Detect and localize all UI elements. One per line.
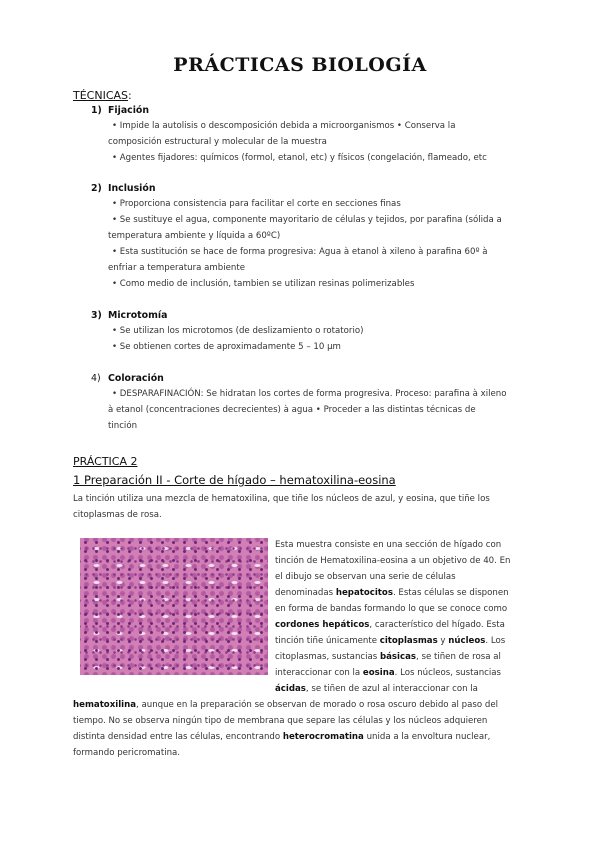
item-line: enfriar a temperatura ambiente [108,263,245,273]
tecnicas-heading [73,84,132,103]
practica-heading: PRÁCTICA 2 [73,455,138,468]
item-line: composición estructural y molecular de la muestra [108,137,327,147]
side-line: interaccionar con la eosina. Los núcleos, sustancias [275,668,502,678]
side-line: ácidas, se tiñen de azul al interaccionar con la [275,684,478,694]
liver-micrograph-image [80,538,268,675]
item-number: 1) [91,105,102,116]
full-line: tiempo. No se observa ningún tipo de membrana que separe las células y los núcleos adquieren [73,716,488,726]
item-line: temperatura ambiente y líquida a 60ºC) [108,231,281,241]
intro-line: La tinción utiliza una mezcla de hematoxilina, que tiñe los núcleos de azul, y eosina, que tiñe los [73,494,490,504]
item-number: 3) [91,310,102,321]
item-title-inclusion: Inclusión [108,183,156,194]
tecnicas-heading-text: TÉCNICAS [73,89,129,102]
tecnicas-heading-colon: : [128,89,132,102]
side-line: Esta muestra consiste en una sección de hígado con [275,540,502,550]
full-line: hematoxilina, aunque en la preparación se observan de morado o rosa oscuro debido al paso del [73,700,498,710]
item-line: • Se utilizan los microtomos (de deslizamiento o rotatorio) [112,326,364,336]
item-number: 4) [91,373,101,384]
full-line: formando pericromatina. [73,748,181,758]
item-line: • Se obtienen cortes de aproximadamente 5 – 10 μm [112,342,341,352]
side-line: tinción tiñe únicamente citoplasmas y núcleos. Los [275,636,506,646]
item-line: • Agentes fijadores: químicos (formol, etanol, etc) y físicos (congelación, flameado, etc [112,153,487,163]
page-title: PRÁCTICAS BIOLOGÍA [173,54,427,76]
side-line: tinción de Hematoxilina-eosina a un objetivo de 40. En [275,556,511,566]
side-line: el dibujo se observan una serie de células [275,572,456,582]
side-line: denominadas hepatocitos. Estas células se disponen [275,588,509,598]
practica-subheading: 1 Preparación II - Corte de hígado – hematoxilina-eosina [73,473,396,487]
item-line: • Se sustituye el agua, componente mayoritario de células y tejidos, por parafina (sólida a [112,215,502,225]
full-line: distinta densidad entre las células, encontrando heterocromatina unida a la envoltura nuclear, [73,732,491,742]
item-line: • Esta sustitución se hace de forma progresiva: Agua à etanol à xileno à parafina 60º à [112,247,488,257]
item-line: à etanol (concentraciones decrecientes) à agua • Proceder a las distintas técnicas de [108,405,476,415]
item-line: • Como medio de inclusión, tambien se utilizan resinas polimerizables [112,279,415,289]
item-title-coloracion: Coloración [108,373,164,384]
item-number: 2) [91,183,102,194]
side-line: citoplasmas, sustancias básicas, se tiñen de rosa al [275,652,501,662]
item-title-fijacion: Fijación [108,105,150,116]
item-line: • Impide la autolisis o descomposición debida a microorganismos • Conserva la [112,121,456,131]
item-title-microtomia: Microtomía [108,310,168,321]
item-line: tinción [108,421,138,431]
intro-line: citoplasmas de rosa. [73,510,162,520]
side-line: en forma de bandas formando lo que se conoce como [275,604,508,614]
item-line: • Proporciona consistencia para facilitar el corte en secciones finas [112,199,401,209]
item-line: • DESPARAFINACIÓN: Se hidratan los cortes de forma progresiva. Proceso: parafina à xileno [112,389,507,399]
side-line: cordones hepáticos, característico del hígado. Esta [275,620,505,630]
